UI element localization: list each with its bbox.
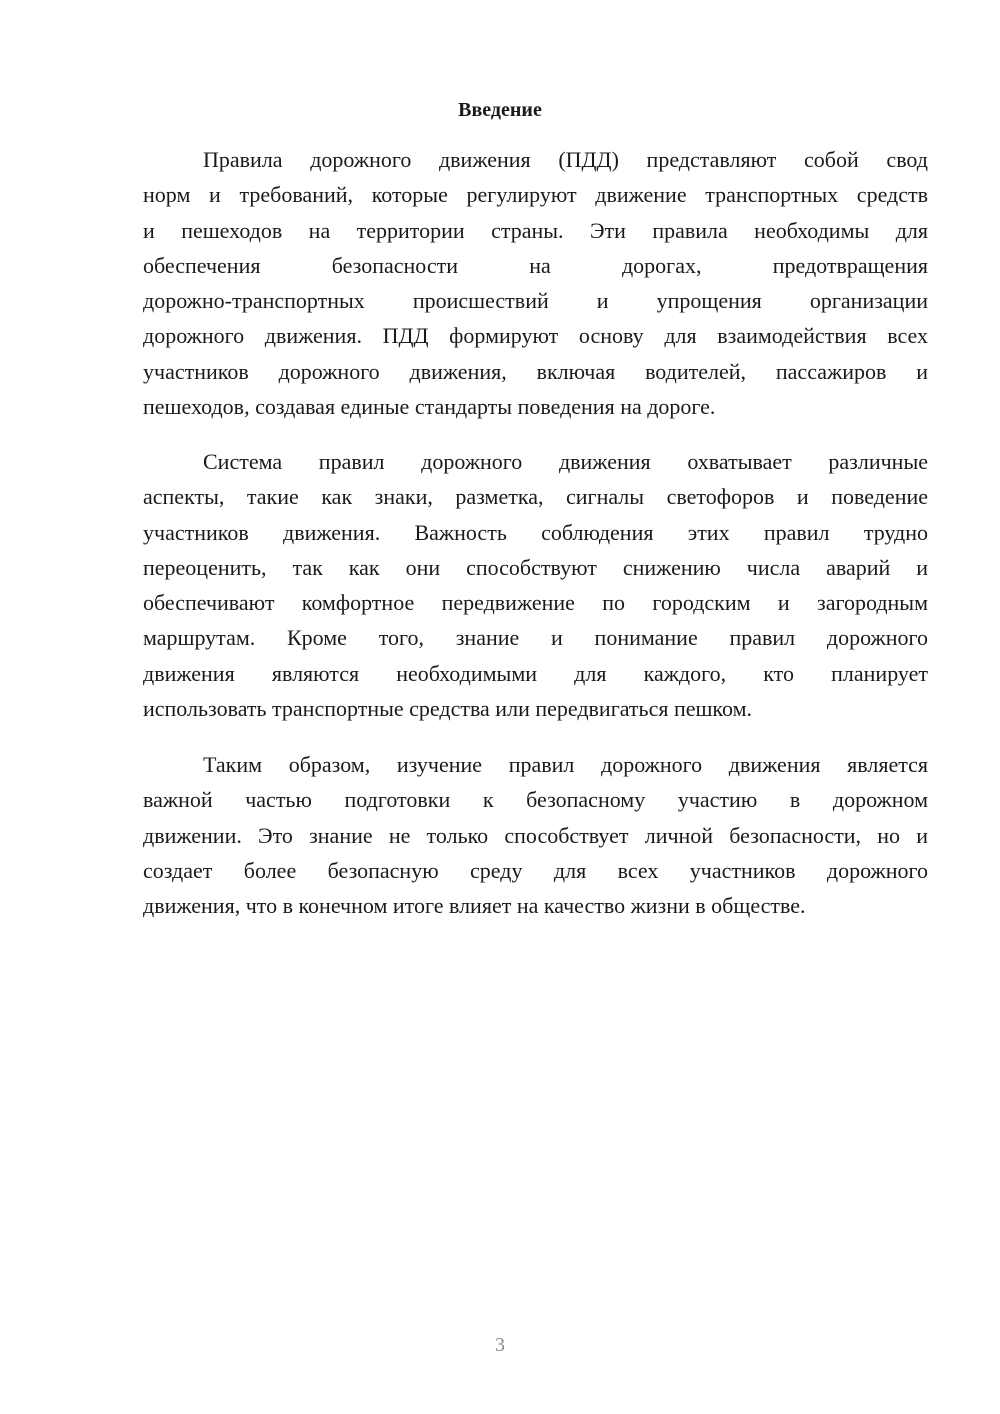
text-line: создает более безопасную среду для всех участников дорожного: [143, 857, 928, 883]
text-line: аспекты, такие как знаки, разметка, сигналы светофоров и поведение: [143, 484, 928, 510]
text-line: пешеходов, создавая единые стандарты поведения на дороге.: [143, 394, 716, 420]
text-line: дорожно-транспортных происшествий и упрощения организации: [143, 288, 928, 314]
page-number: 3: [495, 1334, 505, 1356]
text-line: участников движения. Важность соблюдения этих правил трудно: [143, 519, 928, 545]
text-line: Система правил дорожного движения охватывает различные: [203, 449, 928, 474]
text-line: дорожного движения. ПДД формируют основу для взаимодействия всех: [143, 323, 928, 349]
text-line: важной частью подготовки к безопасному участию в дорожном: [143, 787, 928, 813]
paragraph: [143, 444, 928, 726]
section-heading: Введение: [458, 99, 542, 121]
text-line: норм и требований, которые регулируют движение транспортных средств: [143, 182, 928, 208]
text-line: использовать транспортные средства или передвигаться пешком.: [143, 696, 753, 722]
text-line: Таким образом, изучение правил дорожного движения является: [203, 752, 928, 777]
text-line: и пешеходов на территории страны. Эти правила необходимы для: [143, 217, 928, 243]
text-line: движения, что в конечном итоге влияет на качество жизни в обществе.: [143, 893, 806, 919]
paragraph: [143, 747, 928, 923]
text-line: участников дорожного движения, включая водителей, пассажиров и: [143, 358, 928, 384]
paragraph: [143, 142, 928, 424]
text-line: Правила дорожного движения (ПДД) представляют собой свод: [203, 147, 928, 172]
text-line: движения являются необходимыми для каждого, кто планирует: [143, 660, 928, 686]
text-line: обеспечивают комфортное передвижение по городским и загородным: [143, 590, 928, 616]
text-line: обеспечения безопасности на дорогах, предотвращения: [143, 252, 928, 278]
text-line: маршрутам. Кроме того, знание и понимание правил дорожного: [143, 625, 928, 651]
text-line: переоценить, так как они способствуют снижению числа аварий и: [143, 554, 928, 580]
text-line: движении. Это знание не только способствует личной безопасности, но и: [143, 822, 928, 848]
